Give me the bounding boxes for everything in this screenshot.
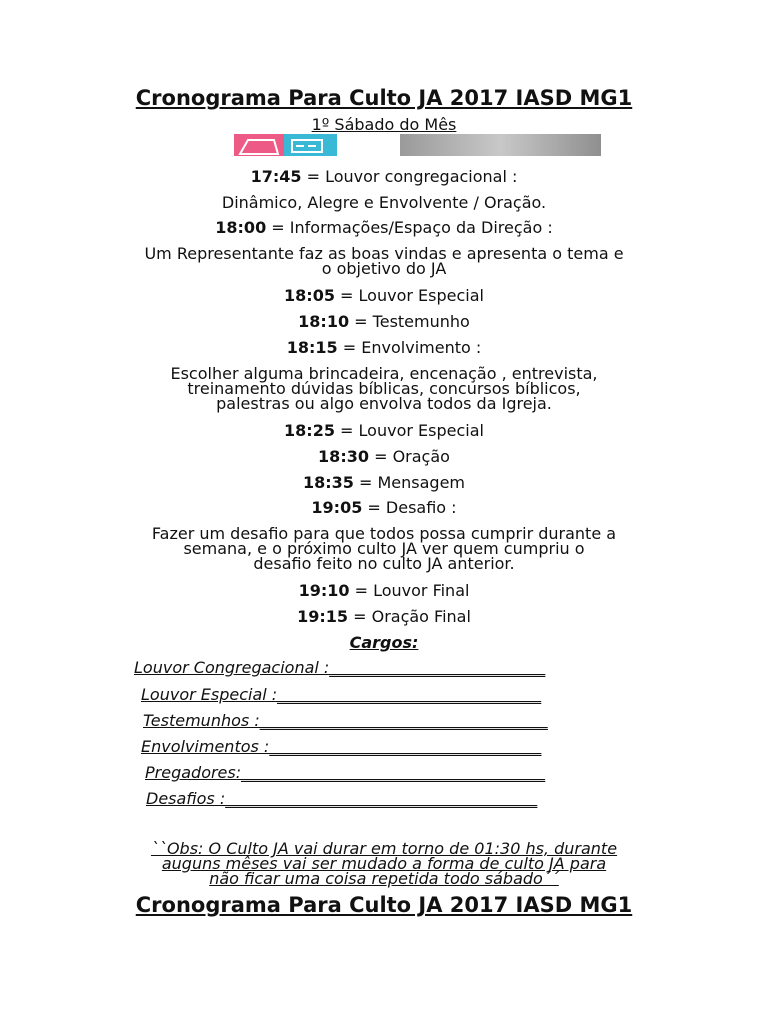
role-louvor-especial: Louvor Especial :_________________________________ <box>141 685 542 704</box>
role-desafios: Desafios :_______________________________________ <box>146 789 538 808</box>
footer-title: Cronograma Para Culto JA 2017 IASD MG1 <box>135 893 633 917</box>
chat-icon <box>284 134 337 156</box>
schedule-item: 18:30 = Oração <box>318 447 450 466</box>
schedule-description: Fazer um desafio para que todos possa cumprir durante a semana, e o próximo culto JA ver quem cumpriu o desafio feito no culto JA anterior. <box>151 524 617 573</box>
schedule-item: 18:10 = Testemunho <box>298 312 470 331</box>
role-envolvimentos: Envolvimentos :__________________________________ <box>141 737 542 756</box>
cargos-heading: Cargos: <box>349 633 419 652</box>
role-pregadores: Pregadores:______________________________________ <box>145 763 546 782</box>
schedule-item: 18:05 = Louvor Especial <box>284 286 484 305</box>
role-testemunhos: Testemunhos :____________________________________ <box>143 711 548 730</box>
observation-note: ``Obs: O Culto JA vai durar em torno de 01:30 hs, durante auguns mêses vai ser mudado a forma de culto JA para não ficar uma coisa repetida todo sábado´´ <box>150 839 618 888</box>
page-subtitle: 1º Sábado do Mês <box>311 115 457 134</box>
schedule-description: Dinâmico, Alegre e Envolvente / Oração. <box>221 193 547 212</box>
banner-image-gray <box>400 134 601 156</box>
schedule-item: 18:00 = Informações/Espaço da Direção : <box>215 218 553 237</box>
schedule-description: Um Representante faz as boas vindas e apresenta o tema e o objetivo do JA <box>144 244 624 278</box>
schedule-item: 18:15 = Envolvimento : <box>286 338 482 357</box>
bell-icon <box>234 134 284 156</box>
schedule-description: Escolher alguma brincadeira, encenação , entrevista, treinamento dúvidas bíblicas, concursos bíblicos, palestras ou algo envolva todos da Igreja. <box>170 364 598 413</box>
cartoon-image-pink <box>234 134 284 156</box>
schedule-item: 17:45 = Louvor congregacional : <box>250 167 518 186</box>
role-louvor-congregacional: Louvor Congregacional :___________________________ <box>134 658 546 677</box>
schedule-item: 18:25 = Louvor Especial <box>284 421 484 440</box>
schedule-item: 18:35 = Mensagem <box>302 473 466 492</box>
schedule-item: 19:15 = Oração Final <box>297 607 471 626</box>
cartoon-image-blue <box>284 134 337 156</box>
schedule-item: 19:05 = Desafio : <box>311 498 457 517</box>
schedule-item: 19:10 = Louvor Final <box>298 581 470 600</box>
page-title: Cronograma Para Culto JA 2017 IASD MG1 <box>135 86 633 110</box>
